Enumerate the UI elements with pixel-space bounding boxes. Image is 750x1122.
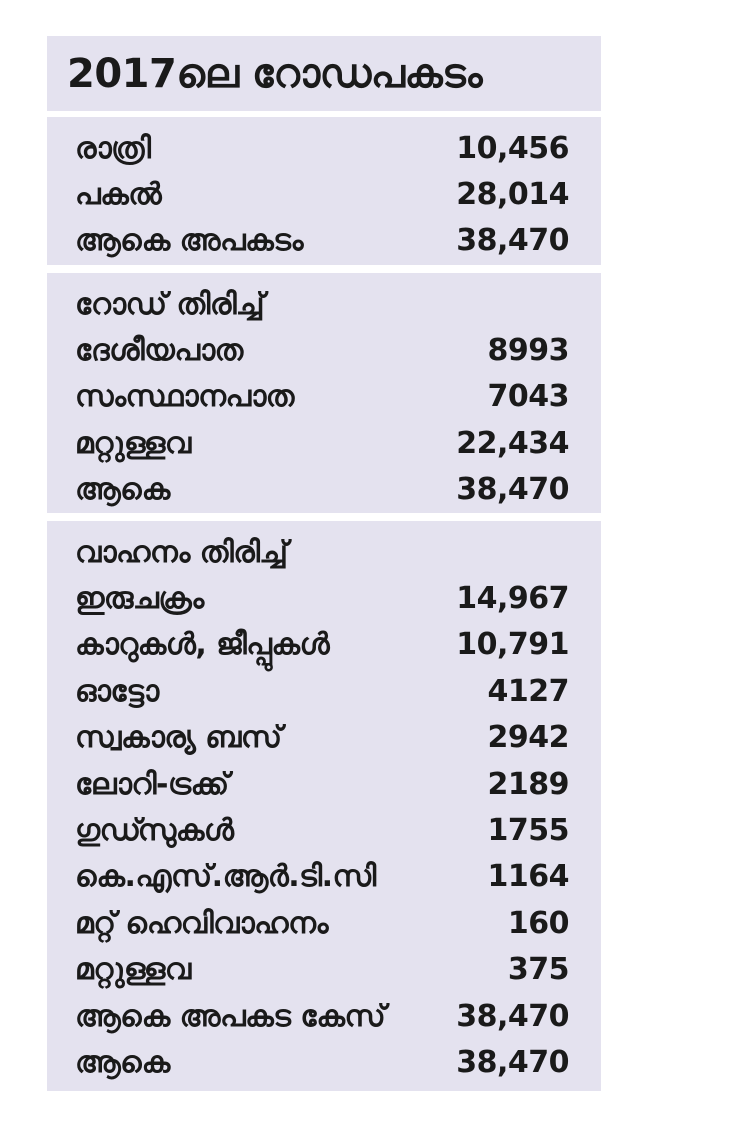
table-row [75, 807, 569, 853]
table-row [75, 374, 569, 420]
row-value: 38,470 [456, 472, 569, 508]
section-heading [75, 529, 569, 575]
row-label: പകൽ [75, 177, 162, 213]
row-value: 38,470 [456, 1044, 569, 1080]
section-by-road [47, 273, 601, 513]
row-value: 10,791 [456, 627, 569, 663]
row-value: 2942 [487, 720, 569, 756]
table-row [75, 218, 569, 264]
table-row [75, 622, 569, 668]
title-bar [47, 36, 601, 111]
row-label: മറ്റുള്ളവ [75, 952, 191, 988]
table-row [75, 467, 569, 513]
table-title: 2017ലെ റോഡപകടം [67, 50, 482, 97]
row-label: ആകെ [75, 1044, 170, 1080]
row-label: മറ്റ് ഹെവിവാഹനം [75, 905, 328, 941]
row-value: 1755 [487, 813, 569, 849]
table-row [75, 900, 569, 946]
row-label: മറ്റുള്ളവ [75, 425, 191, 461]
row-value: 8993 [487, 333, 569, 369]
section-by-vehicle [47, 521, 601, 1091]
row-value: 14,967 [456, 581, 569, 617]
row-label: കാറുകൾ, ജീപ്പുകൾ [75, 627, 330, 663]
section-heading-label: വാഹനം തിരിച്ച് [75, 534, 288, 570]
section-heading-label: റോഡ് തിരിച്ച് [75, 286, 265, 322]
table-row [75, 761, 569, 807]
table-row [75, 125, 569, 171]
table-row [75, 947, 569, 993]
table-row [75, 854, 569, 900]
table-row [75, 575, 569, 621]
table-row [75, 420, 569, 466]
row-value: 7043 [487, 379, 569, 415]
row-value: 10,456 [456, 130, 569, 166]
section-heading [75, 281, 569, 327]
row-label: ആകെ അപകടം [75, 223, 303, 259]
row-label: ലോറി-ട്രക്ക് [75, 766, 229, 802]
row-value: 1164 [487, 859, 569, 895]
row-label: ഇരുചക്രം [75, 581, 204, 617]
table-row [75, 715, 569, 761]
row-value: 4127 [487, 673, 569, 709]
table-row [75, 1039, 569, 1085]
row-label: രാത്രി [75, 130, 151, 166]
table-row [75, 327, 569, 373]
table-row [75, 171, 569, 217]
row-value: 2189 [487, 766, 569, 802]
row-value: 38,470 [456, 998, 569, 1034]
row-value: 38,470 [456, 223, 569, 259]
row-label: ആകെ [75, 472, 170, 508]
table-row [75, 993, 569, 1039]
accident-stats-table [47, 36, 601, 1091]
row-label: കെ.എസ്.ആർ.ടി.സി [75, 859, 376, 895]
row-value: 22,434 [456, 425, 569, 461]
row-label: സ്വകാര്യ ബസ് [75, 720, 282, 756]
row-label: ദേശീയപാത [75, 333, 243, 369]
row-value: 375 [507, 952, 569, 988]
row-label: ഗുഡ്സുകൾ [75, 813, 234, 849]
row-value: 160 [507, 905, 569, 941]
table-row [75, 668, 569, 714]
row-label: സംസ്ഥാനപാത [75, 379, 294, 415]
row-label: ആകെ അപകട കേസ് [75, 998, 386, 1034]
row-value: 28,014 [456, 177, 569, 213]
section-time-of-day [47, 117, 601, 265]
row-label: ഓട്ടോ [75, 673, 159, 709]
